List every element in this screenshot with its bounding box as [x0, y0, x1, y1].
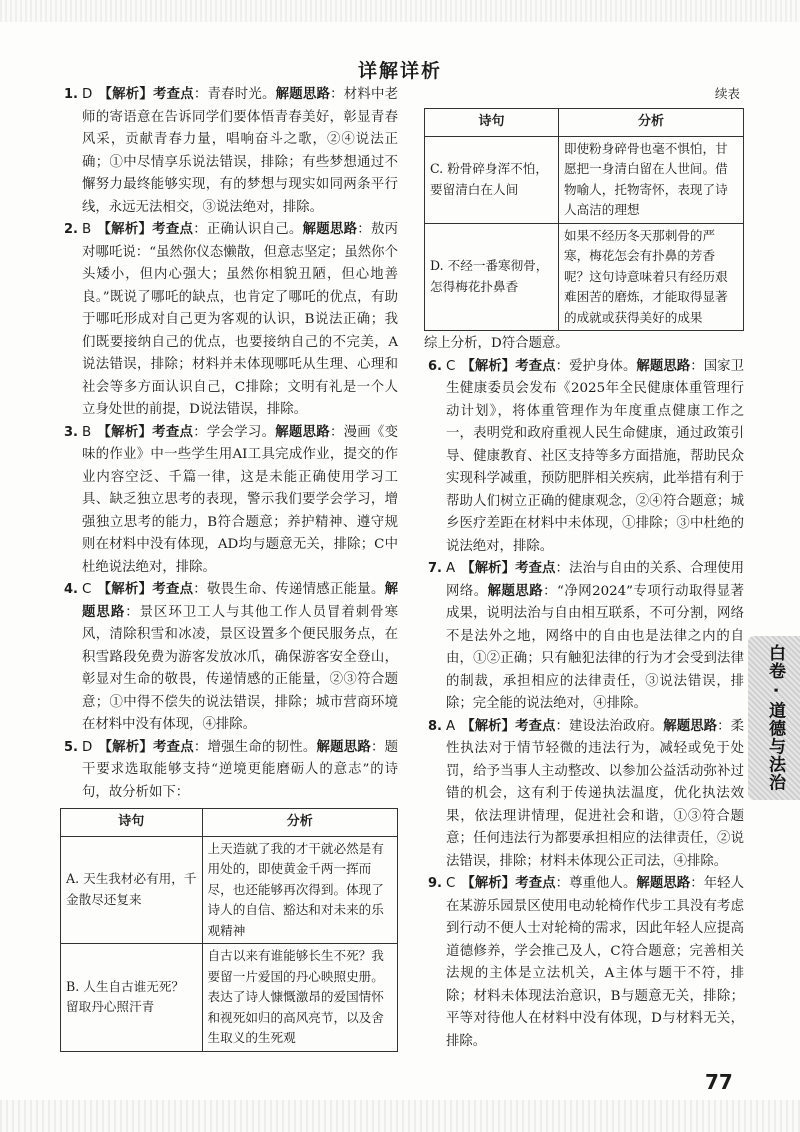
question-number: 4.: [64, 582, 78, 597]
kp-text: ：敬畏生命、传递情感正能量。: [193, 582, 385, 597]
kp-label: 考查点: [515, 876, 556, 891]
poem-table: [60, 808, 398, 1052]
kp-text: ：学会学习。: [193, 424, 276, 440]
answer-letter: D: [82, 739, 93, 755]
left-column: [60, 84, 398, 1054]
explanation-text: ：景区环卫工人与其他工作人员冒着刺骨寒风，清除积雪和冰凌，景区设置多个便民服务点，在积雪路段免费为游客发放冰爪，确保游客安全登山，彰显对生命的敬畏，传递情感的正能量，②③符合题意；①中得不偿失的说法错误，排除；城市营商环境在材料中没有体现，④排除。: [82, 604, 399, 732]
kp-text: ：法治与自由的关系、合理使用网络。: [446, 561, 745, 599]
analysis-tag: 【解析】: [97, 582, 153, 597]
analysis-tag: 【解析】: [98, 739, 154, 755]
poem-cell: B. 人生自古谁无死？留取丹心照汗青: [61, 944, 203, 1052]
subject-side-tab: 白卷 · 道德与法治: [748, 636, 800, 800]
scan-noise-top: [0, 0, 800, 22]
analysis-tag: 【解析】: [461, 561, 516, 576]
question-5: [60, 737, 398, 805]
answer-letter: B: [82, 424, 92, 440]
question-number: 9.: [428, 876, 442, 891]
scan-noise-bottom: [0, 1100, 800, 1132]
poem-cell: D. 不经一番寒彻骨，怎得梅花扑鼻香: [425, 223, 559, 331]
kp-label: 考查点: [152, 222, 194, 237]
question-number: 7.: [428, 561, 442, 576]
explanation-text: ：柔性执法对于情节轻微的违法行为，减轻或免于处罚，给予当事人主动整改、以参加公益活动弥补过错的机会，这有利于传递执法温度，优化执法效果，依法理讲情理，促进社会和谐，①③符合题意；任何违法行为都要承担相应的法律责任，②说法错误，排除；材料未体现公正司法，④排除。: [446, 718, 745, 869]
right-column: [424, 84, 744, 1053]
analysis-cell: 如果不经历冬天那刺骨的严寒，梅花怎会有扑鼻的芳香呢？这句诗意味着只有经历艰难困苦的磨炼，才能取得显著的成就或获得美好的成果: [558, 223, 743, 331]
answer-letter: B: [82, 222, 92, 237]
analysis-tag: 【解析】: [97, 222, 153, 237]
kp-label: 考查点: [152, 582, 194, 597]
kp-label: 考查点: [515, 561, 556, 576]
strategy-label: 解题思路: [316, 739, 372, 755]
answer-letter: A: [446, 561, 456, 576]
strategy-label: 解题思路: [302, 222, 358, 237]
question-6: [424, 356, 744, 559]
explanation-text: ：敖丙对哪吒说：“虽然你仪态懒散，但意志坚定；虽然你个头矮小，但内心强大；虽然你相貌丑陋，但心地善良。”既说了哪吒的缺点，也肯定了哪吒的优点，有助于哪吒形成对自己更为客观的认识，B说法正确；我们既要接纳自己的优点，也要接纳自己的不完美，A说法错误，排除；材料并未体现哪吒从生理、心理和社会等多方面认识自己，C排除；文明有礼是一个人立身处世的前提，D说法错误，排除。: [82, 222, 399, 417]
strategy-label: 解题思路: [275, 87, 331, 102]
header-analysis: 分析: [558, 109, 743, 137]
question-9: [424, 873, 744, 1053]
question-4: [60, 579, 398, 737]
poem-cell: A. 天生我材必有用，千金散尽还复来: [61, 836, 203, 944]
analysis-cell: 自古以来有谁能够长生不死？我要留一片爱国的丹心映照史册。表达了诗人慷慨激昂的爱国情怀和视死如归的高风亮节，以及舍生取义的生死观: [202, 944, 397, 1052]
header-analysis: 分析: [202, 809, 397, 837]
question-number: 6.: [428, 358, 442, 374]
question-number: 8.: [428, 718, 442, 734]
question-number: 1.: [64, 87, 78, 102]
analysis-tag: 【解析】: [98, 87, 154, 102]
answer-letter: C: [82, 582, 92, 597]
table-continued-label: 续表: [714, 86, 740, 101]
poem-table-continued: [424, 108, 744, 331]
analysis-tag: 【解析】: [461, 876, 516, 891]
question-number: 2.: [64, 222, 78, 237]
strategy-label: 解题思路: [82, 582, 399, 620]
table-row: [61, 944, 398, 1052]
analysis-tag: 【解析】: [461, 718, 516, 734]
kp-label: 考查点: [515, 358, 556, 374]
explanation-text: ：年轻人在某游乐园景区使用电动轮椅作代步工具没有考虑到行动不便人士对轮椅的需求，因此年轻人应提高道德修养，学会推己及人，C符合题意；完善相关法规的主体是立法机关，A主体与题干不符，排除；材料未体现法治意识，B与题意无关，排除；平等对待他人在材料中没有体现，D与材料无关，排除。: [446, 876, 745, 1049]
strategy-label: 解题思路: [663, 718, 718, 734]
kp-text: ：正确认识自己。: [193, 222, 303, 237]
strategy-label: 解题思路: [636, 876, 691, 891]
kp-label: 考查点: [515, 718, 556, 734]
page-number: 77: [705, 1070, 733, 1094]
table-row: [425, 223, 744, 331]
kp-text: ：增强生命的韧性。: [193, 739, 317, 755]
analysis-cell: 上天造就了我的才干就必然是有用处的，即使黄金千两一挥而尽，也还能够再次得到。体现了诗人的自信、豁达和对未来的乐观精神: [202, 836, 397, 944]
question-1: [60, 84, 398, 219]
table-row: [61, 836, 398, 944]
answer-letter: D: [82, 87, 93, 102]
kp-text: ：青春时光。: [193, 87, 276, 102]
strategy-label: 解题思路: [275, 424, 330, 440]
question-number: 5.: [64, 739, 78, 755]
question-number: 3.: [64, 424, 78, 440]
table-conclusion: 综上分析，D符合题意。: [424, 336, 569, 351]
strategy-label: 解题思路: [487, 583, 544, 599]
explanation-text: ：题干要求选取能够支持“逆境更能磨砺人的意志”的诗句，故分析如下：: [82, 739, 399, 800]
strategy-label: 解题思路: [636, 358, 691, 374]
question-3: [60, 422, 398, 580]
poem-cell: C. 粉骨碎身浑不怕，要留清白在人间: [425, 136, 559, 223]
kp-label: 考查点: [152, 424, 194, 440]
page-title: 详解详析: [357, 60, 442, 82]
table-header-row: [425, 109, 744, 137]
explanation-text: ：“净网2024”专项行动取得显著成果，说明法治与自由相互联系，不可分割，网络不是法外之地，网络中的自由也是法律之内的自由，①②正确；只有触犯法律的行为才会受到法律的制裁，承担相应的法律责任，③说法错误，排除；完全能的说法绝对，④排除。: [446, 583, 744, 711]
analysis-tag: 【解析】: [461, 358, 516, 374]
answer-letter: A: [446, 718, 456, 734]
explanation-text: ：材料中老师的寄语意在告诉同学们要体悟青春美好，彰显青春风采，贡献青春力量，唱响奋斗之歌，②④说法正确；①中尽情享乐说法错误，排除；有些梦想通过不懈努力最终能够实现，有的梦想与现实如同两条平行线，永远无法相交，③说法绝对，排除。: [82, 87, 399, 215]
question-7: [424, 558, 744, 716]
header-poem: 诗句: [61, 809, 203, 837]
question-8: [424, 716, 744, 874]
kp-text: ：建设法治政府。: [555, 718, 664, 734]
explanation-text: ：漫画《变味的作业》中一些学生用AI工具完成作业，提交的作业内容空泛、千篇一律，这是未能正确使用学习工具、缺乏独立思考的表现，警示我们要学会学习，增强独立思考的能力，B符合题意；养护精神、遵守规则在材料中没有体现，AD均与题意无关，排除；C中杜绝说法绝对，排除。: [82, 424, 399, 575]
analysis-tag: 【解析】: [97, 424, 153, 440]
explanation-text: ：国家卫生健康委员会发布《2025年全民健康体重管理行动计划》，将体重管理作为年度重点健康工作之一，表明党和政府重视人民生命健康，通过政策引导、健康教育、社区支持等多方面措施，帮助民众实现科学减重，预防肥胖相关疾病，此举措有利于帮助人们树立正确的健康观念，②④符合题意；城乡医疗差距在材料中未体现，①排除；③中杜绝的说法绝对，排除。: [446, 358, 745, 554]
table-row: [425, 136, 744, 223]
answer-letter: C: [446, 358, 456, 374]
kp-label: 考查点: [153, 739, 194, 755]
kp-text: ：尊重他人。: [555, 876, 637, 891]
header-poem: 诗句: [425, 109, 559, 137]
kp-text: ：爱护身体。: [555, 358, 637, 374]
question-2: [60, 219, 398, 422]
answer-letter: C: [446, 876, 456, 891]
analysis-cell: 即使粉身碎骨也毫不惧怕，甘愿把一身清白留在人世间。借物喻人，托物寄怀，表现了诗人高洁的理想: [558, 136, 743, 223]
kp-label: 考查点: [153, 87, 194, 102]
table-header-row: [61, 809, 398, 837]
